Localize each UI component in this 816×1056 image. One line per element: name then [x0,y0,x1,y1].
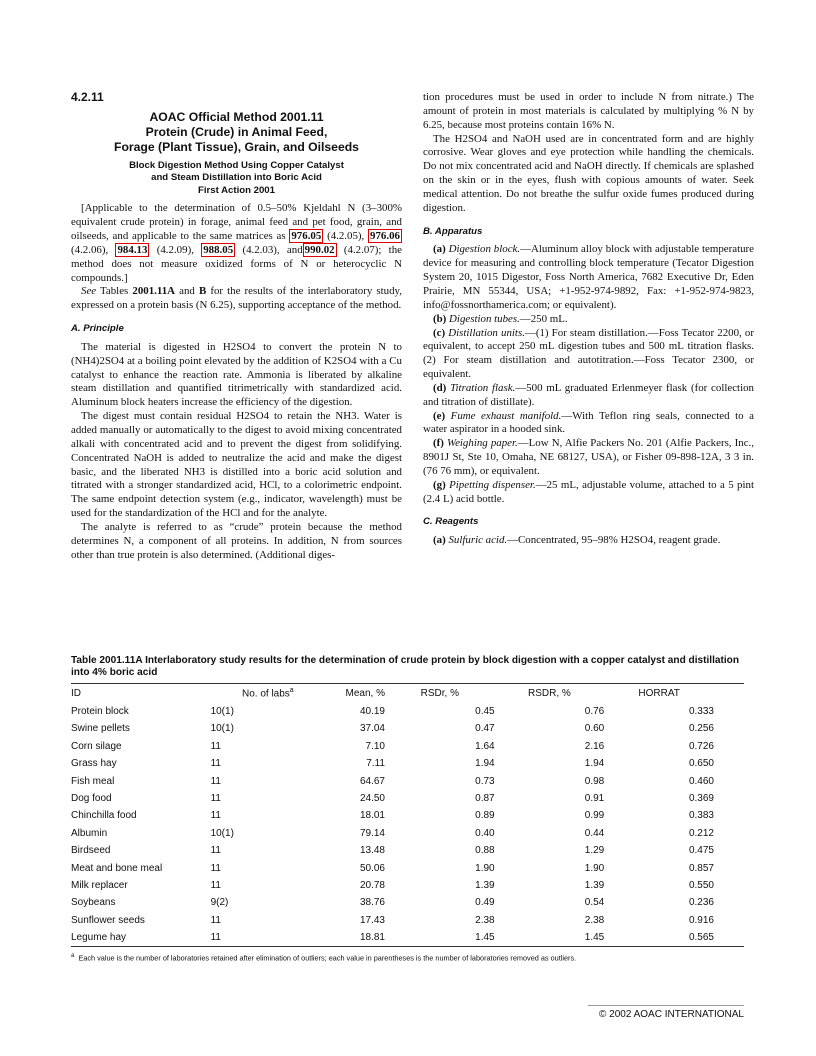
table-cell: 50.06 [359,862,385,874]
table-cell: 0.550 [688,879,714,891]
labs-header-text: No. of labs [241,688,290,700]
method-number: AOAC Official Method 2001.11 [149,109,324,124]
item-letter: (d) [433,381,447,394]
principle-paragraph-3: The analyte is referred to as “crude” protein because the method determines N, a component of all proteins. In addition, N from sources other than true protein is also determined. (Additional diges- [71,520,402,561]
table-cell: Grass hay [71,758,117,770]
item-letter: (g) [433,478,446,491]
table-cell: 1.90 [584,862,605,874]
title-line-2: Protein (Crude) in Animal Feed, [145,124,328,139]
table-row [71,859,744,876]
table-cell: Milk replacer [71,879,128,891]
table-row [71,738,744,755]
section-ref: (4.2.09), [156,243,194,256]
table-cell: 0.369 [688,792,714,804]
table-cell: 40.19 [359,706,385,717]
table-caption: Table 2001.11A Interlaboratory study results for the determination of crude protein by block digestion with a copper catalyst and distillation into 4% boric acid [71,655,740,679]
table-ref-a: 2001.11A [132,285,176,298]
table-cell: 11 [210,862,221,874]
interlab-table-section [71,655,744,963]
table-cell: 79.14 [359,827,385,839]
item-name: Fume exhaust manifold. [450,409,562,422]
table-row [71,703,744,720]
interlab-table [71,684,744,946]
method-ref-976-05[interactable]: 976.05 [291,230,322,243]
copyright-notice: © 2002 AOAC INTERNATIONAL [588,1005,744,1020]
table-cell: 1.39 [584,879,605,891]
method-ref-976-06[interactable]: 976.06 [370,230,400,243]
table-cell: 0.40 [475,827,495,839]
table-cell: Dog food [71,792,112,804]
table-cell: 24.50 [359,792,385,804]
section-ref: (4.2.03), [242,243,280,256]
col-header-id: ID [71,687,81,699]
table-cell: 18.01 [359,810,385,822]
table-header-row [71,684,744,703]
item-name: Weighing paper. [447,437,518,450]
item-text: —25 mL, adjustable volume, attached to a 5 pint (2.4 L) acid bottle. [423,478,754,505]
table-cell: 1.90 [475,862,495,874]
apparatus-item [423,437,754,479]
see-tables-paragraph [71,285,402,313]
table-cell: 1.29 [584,845,605,857]
title-line-3: Forage (Plant Tissue), Grain, and Oilseeds [114,139,359,154]
table-cell: 1.45 [584,932,605,944]
table-row [71,790,744,807]
table-cell: 64.67 [359,775,385,787]
table-cell: 0.236 [688,897,714,909]
left-column [71,91,402,562]
table-cell: Meat and bone meal [71,862,163,874]
apparatus-item [423,410,754,438]
apparatus-item [423,479,754,507]
table-row [71,894,744,911]
table-cell: 0.49 [475,897,495,909]
and-word: and [286,243,303,256]
table-row [71,772,744,789]
table-cell: 10(1) [210,706,234,717]
table-cell: 0.212 [688,827,714,839]
table-cell: 0.650 [688,758,714,770]
table-cell: 11 [210,879,221,891]
item-name: Titration flask. [450,381,516,394]
item-text: —Low N, Alfie Packers No. 201 (Alfie Packers, Inc., 8901J St, Ste 10, Omaha, NE 68127, USA), or Fisher 09-898-12A, 3 3 in. (76 76 mm), or equivalent. [423,437,754,477]
table-cell: 0.87 [475,792,495,804]
table-cell: 7.10 [365,740,385,752]
table-row [71,912,744,929]
table-cell: 17.43 [359,914,385,926]
section-ref: (4.2.05), [327,230,365,243]
table-cell: 0.44 [584,827,605,839]
table-cell: 1.39 [475,879,495,891]
table-cell: 7.11 [366,758,385,770]
item-letter: (c) [433,326,446,339]
table-row [71,842,744,859]
table-cell: 1.94 [475,758,495,770]
table-cell: 0.91 [584,792,605,804]
item-name: Sulfuric acid. [448,534,508,547]
footnote-marker: a [71,952,75,960]
item-text: —500 mL graduated Erlenmeyer flask (for collection and titration of distillate). [423,381,754,408]
apparatus-list [423,243,754,506]
table-cell: 1.64 [475,740,495,752]
tables-word: Tables [100,285,129,298]
apparatus-item [423,327,754,382]
table-row [71,929,744,946]
table-cell: 0.99 [584,810,605,822]
col-header-rsdr: RSDr, % [420,687,459,699]
table-cell: Corn silage [71,740,122,752]
table-cell: Soybeans [71,897,116,909]
section-ref: (4.2.06), [71,243,109,256]
item-name: Digestion block. [448,243,521,256]
table-cell: Protein block [71,706,129,717]
item-letter: (e) [433,409,446,422]
table-cell: 10(1) [210,827,234,839]
item-name: Pipetting dispenser. [449,478,536,491]
item-name: Digestion tubes. [449,312,520,325]
table-cell: 18.81 [359,932,385,944]
table-cell: 11 [210,740,221,752]
item-text: —(1) For steam distillation.—Foss Tecator 2200, or equivalent, to accept 250 mL digestion tubes and 500 mL titration flasks. (2) For steam distillation and autotitration.—Foss Tecator 2300, or equivalent. [423,326,754,381]
table-cell: 0.73 [475,775,495,787]
table-row [71,755,744,772]
table-cell: 20.78 [359,879,385,891]
table-cell: 0.475 [688,845,714,857]
table-cell: 2.16 [584,740,605,752]
table-cell: 0.98 [584,775,605,787]
table-cell: 0.333 [688,706,714,717]
principle-heading: A. Principle [71,323,124,335]
table-cell: 1.45 [475,932,495,944]
method-title [71,110,402,198]
table-cell: Sunflower seeds [71,914,145,926]
table-cell: Legume hay [71,932,127,944]
scope-text: [Applicable to the determination of 0.5–50% Kjeldahl N (3–300% equivalent crude protein) in forage, animal feed and pet food, grain, and oilseeds, and applicable to the same matrices as [71,202,402,243]
table-cell: 11 [210,792,221,804]
apparatus-item [423,243,754,312]
footnote-text: Each value is the number of laboratories retained after elimination of outliers; each value in parentheses is the number of laboratories removed as outliers. [78,953,577,963]
col-header-labs [211,684,326,703]
table-cell: 0.256 [688,723,714,735]
table-cell: 0.45 [475,706,495,717]
section-ref: (4.2.07); the method does not measure oxidized forms of N or heterocyclic N compounds.] [71,243,402,284]
principle-paragraph-1: The material is digested in H2SO4 to convert the protein N to (NH4)2SO4 at a boiling point elevated by the addition of K2SO4 with a Cu catalyst to enhance the reaction rate. Ammonia is liberated by alkaline steam distillation and quantified titrimetrically with standardized acid. Aluminum block heaters increase the efficiency of the digestion. [71,340,402,409]
table-cell: Chinchilla food [71,810,137,822]
table-cell: 11 [210,758,221,770]
col-header-horrat: HORRAT [638,687,680,699]
footnote-marker: a [289,687,294,695]
action-status: First Action 2001 [198,184,275,196]
item-text: —Aluminum alloy block with adjustable temperature device for measuring and controlling block temperature (Tecator Digestion System 20, 1015 Digestor, Foss North America, 7682 Executive Dr, Eden Prairie, MN 55344, USA; +1-952-974-9892, Fax: +1-952-974-9823, info@fossnorthamerica.com; or equivalent). [423,243,754,311]
apparatus-item [423,382,754,410]
table-bottom-rule [71,946,744,947]
table-row [71,825,744,842]
item-text: —With Teflon ring seals, connected to a water aspirator in a hooded sink. [423,409,754,436]
right-column [423,91,754,548]
item-text: —250 mL. [519,312,568,325]
table-cell: 0.857 [688,862,714,874]
reagent-item [423,534,754,548]
item-letter: (b) [433,312,447,325]
table-cell: 0.89 [475,810,495,822]
apparatus-item [423,313,754,327]
section-number: 4.2.11 [71,90,104,104]
table-cell: 10(1) [210,723,234,735]
table-cell: 0.76 [584,706,605,717]
table-cell: Fish meal [71,775,115,787]
table-cell: 0.916 [688,914,714,926]
intro-paragraph-1: tion procedures must be used in order to include N from nitrate.) The amount of protein in most materials is calculated by multiplying % N by 6.25, because most proteins contain 16% N. [423,91,754,131]
col-header-mean: Mean, % [345,687,385,699]
table-cell: 13.48 [359,845,385,857]
table-cell: 0.88 [475,845,495,857]
subtitle-line-1: Block Digestion Method Using Copper Catalyst [129,159,344,171]
item-letter: (a) [433,534,446,547]
reagents-heading: C. Reagents [423,516,479,528]
subtitle-line-2: and Steam Distillation into Boric Acid [151,172,322,184]
table-cell: 0.47 [475,723,495,735]
table-cell: 0.60 [584,723,605,735]
apparatus-heading: B. Apparatus [423,225,483,237]
table-cell: Swine pellets [71,723,130,735]
table-cell: Albumin [71,827,108,839]
item-letter: (f) [433,437,444,450]
see-word: See [81,285,97,298]
table-cell: 0.565 [688,932,714,944]
table-cell: 11 [210,932,221,944]
table-row [71,807,744,824]
table-ref-b: B [198,285,207,298]
table-cell: 11 [210,845,221,857]
method-ref-988-05[interactable]: 988.05 [203,243,234,256]
col-header-rsdR: RSDR, % [528,687,571,699]
scope-paragraph [71,202,402,285]
method-ref-984-13[interactable]: 984.13 [117,243,148,256]
table-row [71,877,744,894]
intro-paragraph-2: The H2SO4 and NaOH used are in concentrated form and are highly corrosive. Wear gloves and eye protection while handling the chemicals. Do not mix concentrated acid and NaOH directly. If chemicals are splashed on the skin or in the eyes, flush with copious amounts of water. Seek medical attention. Do not breathe the sulfur oxide fumes produced during digestion. [423,132,754,214]
table-footnote [71,952,744,962]
table-cell: 0.460 [688,775,714,787]
table-cell: 2.38 [584,914,605,926]
table-row [71,720,744,737]
principle-paragraph-2: The digest must contain residual H2SO4 to retain the NH3. Water is added manually or automatically to the digest to avoid mixing concentrated alkali with concentrated acid and to prevent the digest from solidifying. Concentrated NaOH is added to neutralize the acid and make the digest basic, and the liberated NH3 is distilled into a boric acid solution and titrated with a stronger standardized acid, HCl, to a colorimetric endpoint. The same endpoint detection system (e.g., indicator, wavelength) must be used for the standardization of the HCl and for the analyte. [71,410,402,520]
table-cell: 11 [210,810,221,822]
table-cell: 0.54 [584,897,605,909]
see-tables-text: for the results of the interlaboratory study, expressed on a protein basis (N 6.25), supporting acceptance of the method. [71,285,402,312]
item-name: Distillation units. [448,326,525,339]
table-body [71,703,744,946]
method-ref-990-02[interactable]: 990.02 [304,243,335,256]
table-cell: 11 [210,775,221,787]
table-cell: 2.38 [475,914,495,926]
table-cell: 9(2) [210,897,229,909]
table-cell: 38.76 [359,897,385,909]
table-cell: 37.04 [359,723,385,735]
table-cell: 0.726 [688,740,714,752]
table-cell: 1.94 [584,758,605,770]
item-letter: (a) [433,243,446,256]
table-cell: 0.383 [688,810,714,822]
table-cell: 11 [210,914,221,926]
table-cell: Birdseed [71,845,111,857]
item-text: —Concentrated, 95–98% H2SO4, reagent grade. [507,534,721,547]
and-word: and [179,285,195,298]
